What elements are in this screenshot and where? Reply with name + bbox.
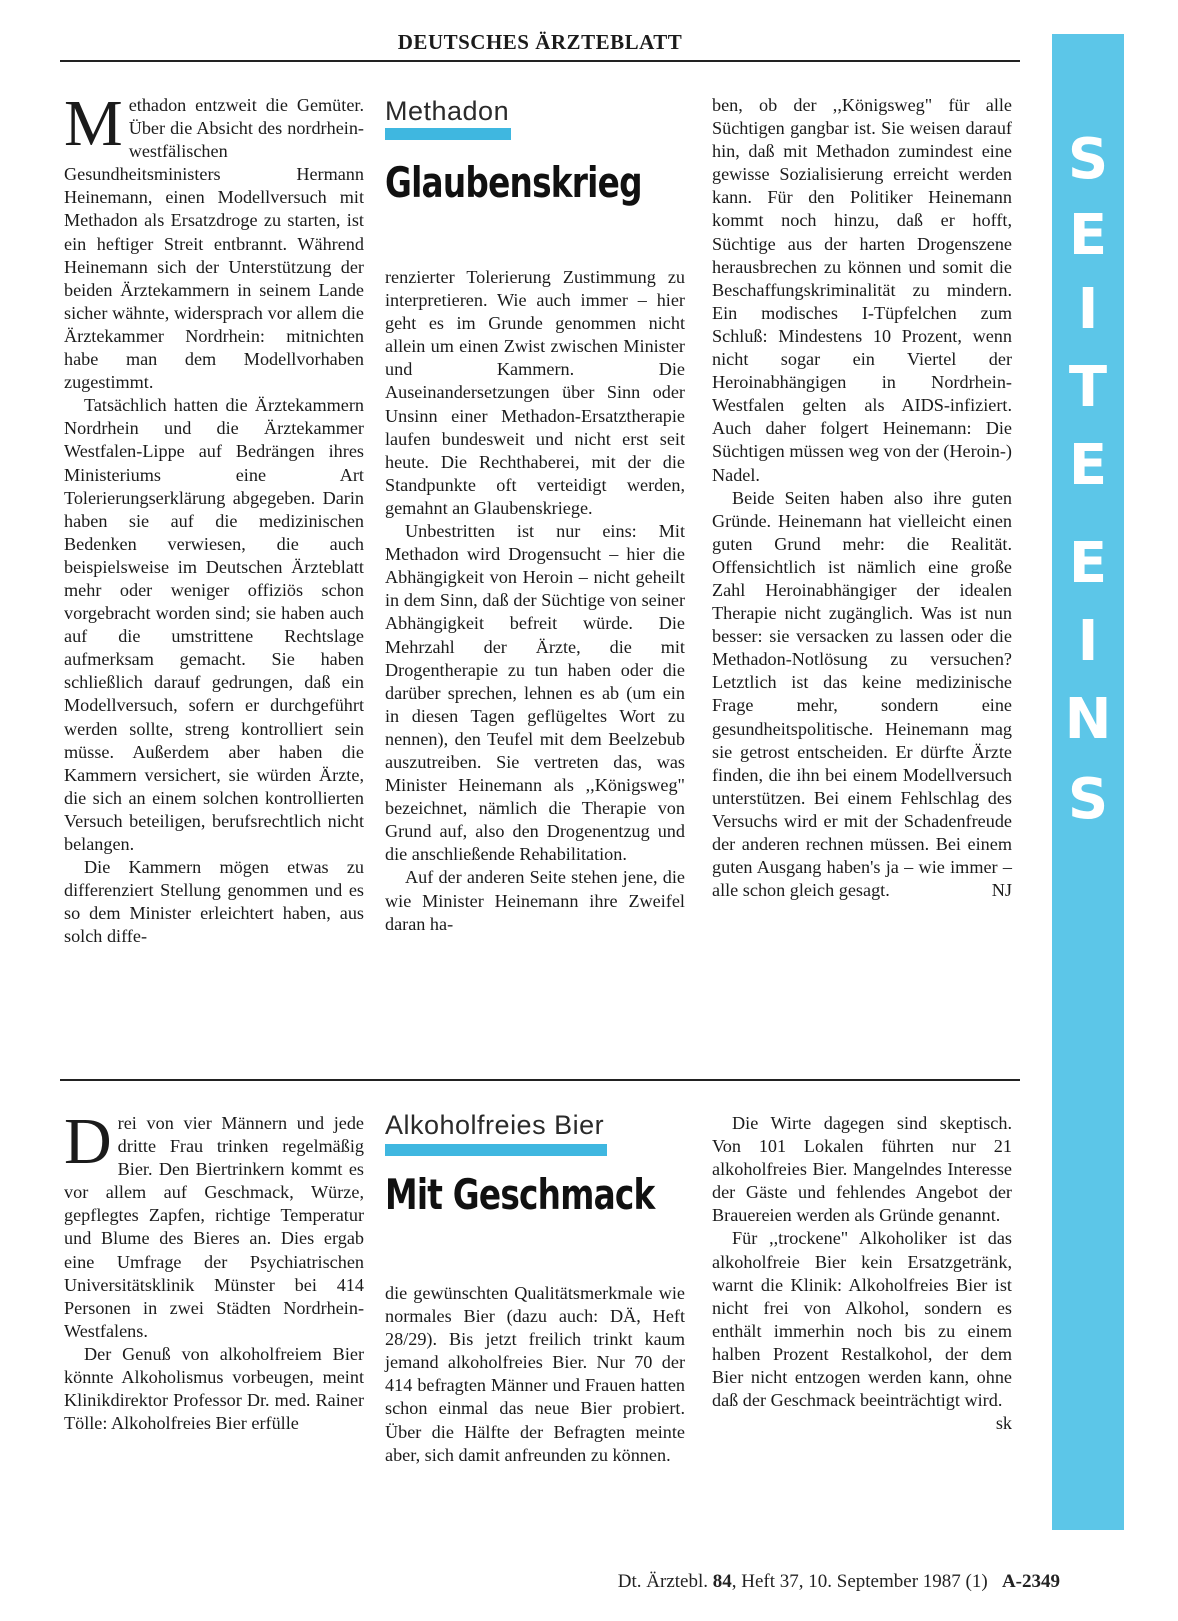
article2-column-3 — [712, 1112, 1012, 1435]
page-footer — [450, 1571, 1060, 1593]
side-letter: E — [1068, 203, 1108, 268]
side-letter: T — [1068, 355, 1108, 420]
article1-paragraph: renzierter Tolerierung Zustimmung zu interpretieren. Wie auch immer – hier geht es im Grunde genommen nicht allein um einen Zwist zwischen Minister und Kammern. Die Auseinandersetzungen über Sinn oder Unsinn einer Methadon-Ersatztherapie laufen bundesweit und nicht erst seit heute. Die Rechthaberei, mit der die Standpunkte oft verteidigt werden, gemahnt an Glaubenskriege. — [385, 267, 685, 518]
article1-paragraph: Auf der anderen Seite stehen jene, die wie Minister Heinemann ihre Zweifel daran ha- — [385, 867, 685, 934]
footer-page-number: A-2349 — [1001, 1571, 1060, 1592]
article1-headline: Glaubenskrieg — [385, 158, 642, 207]
article1-paragraph: ethadon entzweit die Gemüter. Über die Absicht des nordrhein-westfälischen Gesundheitsministers Hermann Heinemann, einen Modellversuch mit Methadon als Ersatzdroge zu starten, ist ein heftiger Streit entbrannt. Während Heinemann sich der Unterstützung der beiden Ärztekammern in seinem Lande sicher wähnte, widersprach vor allem die Ärztekammer Nordrhein: mitnichten habe man dem Modellvorhaben zugestimmt. — [64, 95, 364, 393]
article2-paragraph: Die Wirte dagegen sind skeptisch. Von 101 Lokalen führten nur 21 alkoholfreies Bier. Mangelndes Interesse der Gäste und fehlendes Angebot der Brauereien werden als Gründe genannt. — [712, 1113, 1012, 1226]
article1-column-3 — [712, 94, 1012, 902]
article2-kicker: Alkoholfreies Bier — [385, 1110, 605, 1140]
article2-dropcap: D — [64, 1105, 112, 1178]
article1-paragraph: Unbestritten ist nur eins: Mit Methadon wird Drogensucht – hier die Abhängigkeit von Heroin – nicht geheilt in dem Sinn, daß der Süchtige von seiner Abhängigkeit befreit würde. Die Mehrzahl der Ärzte, die mit Drogentherapie zu tun haben oder die darüber sprechen, lehnen es ab (um ein in diesen Tagen geflügeltes Wort zu nennen), den Teufel mit dem Beelzebub auszutreiben. Sie vertreten das, was Minister Heinemann als ,,Königsweg" bezeichnet, nämlich die Therapie von Grund auf, also den Drogenentzug und die anschließende Rehabilitation. — [385, 521, 685, 865]
side-band-seite-eins — [1052, 34, 1124, 1530]
footer-journal: Dt. Ärztebl. — [617, 1571, 709, 1592]
side-letter: I — [1077, 609, 1099, 674]
article1-paragraph: ben, ob der ,,Königsweg" für alle Süchtigen gangbar ist. Sie weisen darauf hin, daß mit Methadon zumindest eine gewisse Sozialisierung erreicht werden kann. Für den Politiker Heinemann kommt noch hinzu, daß er hofft, Süchtige aus der harten Drogenszene herausbrechen zu können und somit die Beschaffungskriminalität zu mindern. Ein modisches I-Tüpfelchen zum Schluß: Mindestens 10 Prozent, wenn nicht sogar ein Viertel der Heroinabhängigen in Nordrhein-Westfalen gelten als AIDS-infiziert. Auch daher folgert Heinemann: Die Süchtigen müssen weg von der (Heroin-) Nadel. — [712, 95, 1012, 485]
side-letter: E — [1068, 531, 1108, 596]
footer-volume: 84 — [712, 1571, 732, 1592]
article2-column-1 — [64, 1105, 364, 1435]
article1-column-2 — [385, 266, 685, 936]
article2-signature: sk — [995, 1413, 1012, 1434]
side-letter: E — [1068, 433, 1108, 498]
side-letter: S — [1067, 767, 1109, 832]
article2-headline: Mit Geschmack — [385, 1170, 655, 1219]
header-rule — [60, 60, 1020, 62]
article1-kicker: Methadon — [385, 96, 510, 126]
article1-column-1 — [64, 87, 364, 948]
article1-dropcap: M — [64, 87, 123, 160]
article2-paragraph: Der Genuß von alkoholfreiem Bier könnte Alkoholismus vorbeugen, meint Klinikdirektor Professor Dr. med. Rainer Tölle: Alkoholfreies Bier erfülle — [64, 1343, 364, 1434]
side-letter: S — [1067, 127, 1109, 192]
article1-signature: NJ — [991, 880, 1012, 901]
article2-column-2 — [385, 1282, 685, 1467]
side-letter: N — [1064, 687, 1112, 752]
side-letter: I — [1077, 277, 1099, 342]
article1-kicker-bar — [385, 128, 511, 140]
article2-paragraph: Für ,,trockene" Alkoholiker ist das alkoholfreie Bier kein Ersatzgetränk, warnt die Klinik: Alkoholfreies Bier ist nicht frei von Alkohol, sondern es enthält immerhin noch bis zu einem halben Prozent Restalkohol, der dem Bier nicht entzogen werden kann, ohne daß der Geschmack beeinträchtigt wird. — [712, 1228, 1012, 1411]
journal-header-title: DEUTSCHES ÄRZTEBLATT — [397, 30, 683, 54]
section-divider — [60, 1079, 1020, 1081]
footer-issue-date: , Heft 37, 10. September 1987 (1) — [731, 1571, 988, 1592]
article2-kicker-bar — [385, 1144, 607, 1156]
article1-paragraph: Tatsächlich hatten die Ärztekammern Nordrhein und die Ärztekammer Westfalen-Lippe auf Bedrängen ihres Ministeriums eine Art Tolerierungserklärung abgegeben. Darin haben sie auf die medizinischen Bedenken verwiesen, die auch beispielsweise im Deutschen Ärzteblatt mehr oder weniger offiziös schon vorgebracht worden sind; sie haben auch auf die umstrittene Rechtslage aufmerksam gemacht. Sie haben schließlich darauf gedrungen, daß ein Modellversuch, sofern er durchgeführt werden sollte, streng kontrolliert sein müsse. Außerdem aber haben die Kammern versichert, sie würden Ärzte, die sich an einem solchen kontrollierten Versuch beteiligen, berufsrechtlich nicht belangen. — [64, 395, 364, 854]
article2-paragraph: rei von vier Männern und jede dritte Frau trinken regelmäßig Bier. Den Biertrinkern kommt es vor allem auf Geschmack, Würze, gepflegtes Zapfen, richtige Temperatur und Blume des Bieres an. Dies ergab eine Umfrage der Psychiatrischen Universitätsklinik Münster bei 414 Personen in zwei Städten Nordrhein-Westfalens. — [64, 1113, 364, 1341]
article2-paragraph: die gewünschten Qualitätsmerkmale wie normales Bier (dazu auch: DÄ, Heft 28/29). Bis jetzt freilich trinkt kaum jemand alkoholfreies Bier. Nur 70 der 414 befragten Männer und Frauen hatten schon einmal das neue Bier probiert. Über die Hälfte der Befragten meinte aber, sich damit anfreunden zu können. — [385, 1283, 685, 1465]
article1-paragraph: Beide Seiten haben also ihre guten Gründe. Heinemann hat vielleicht einen guten Grund mehr: die Realität. Offensichtlich ist nämlich eine große Zahl Heroinabhängiger der idealen Therapie nicht zugänglich. Was ist nun besser: sie versacken zu lassen oder die Methadon-Notlösung zu versuchen? Letztlich ist das keine medizinische Frage mehr, sondern eine gesundheitspolitische. Heinemann mag sie getrost entscheiden. Er dürfte Ärzte finden, die ihn bei einem Modellversuch unterstützen. Bei einem Fehlschlag des Versuchs wird er mit der Schadenfreude der anderen rechnen müssen. Bei einem guten Ausgang haben's ja – wie immer – alle schon gleich gesagt. — [712, 487, 1012, 901]
article1-paragraph: Die Kammern mögen etwas zu differenziert Stellung genommen und es so dem Minister erleichtert haben, aus solch diffe- — [64, 857, 364, 947]
